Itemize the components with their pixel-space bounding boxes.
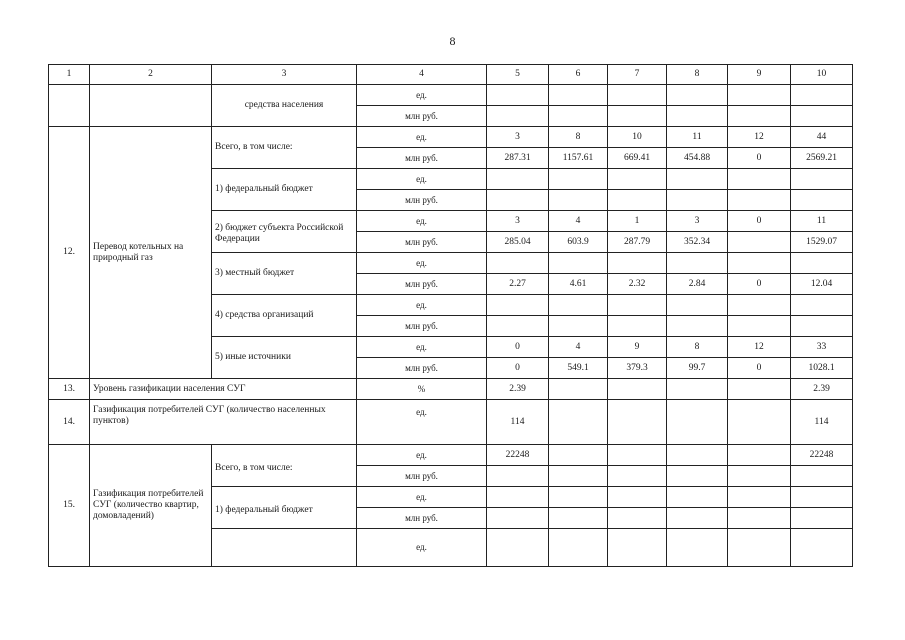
value-cell [608,445,667,466]
row-name-cell: Газификация потребителей СУГ (количество населенных пунктов) [90,400,357,445]
value-cell: 8 [549,127,608,148]
value-cell [549,190,608,211]
value-cell [667,190,728,211]
data-table [48,64,853,567]
value-cell: 0 [728,148,791,169]
value-cell [667,529,728,567]
value-cell: 454.88 [667,148,728,169]
value-cell [608,508,667,529]
value-cell [728,508,791,529]
row-number-cell: 12. [49,127,90,379]
value-cell: 1028.1 [791,358,853,379]
value-cell: 3 [487,211,549,232]
value-cell [487,487,549,508]
value-cell: 99.7 [667,358,728,379]
value-cell: 2.39 [791,379,853,400]
sub-label: 4) средства организаций [212,295,357,337]
column-header: 1 [49,65,90,85]
value-cell [549,466,608,487]
sub-label: Всего, в том числе: [212,127,357,169]
value-cell [549,106,608,127]
unit-cell: млн руб. [357,466,487,487]
value-cell [487,253,549,274]
value-cell [608,487,667,508]
value-cell: 2.39 [487,379,549,400]
value-cell [728,190,791,211]
unit-cell: ед. [357,253,487,274]
value-cell: 2.32 [608,274,667,295]
value-cell: 114 [487,400,549,445]
sub-label: 1) федеральный бюджет [212,169,357,211]
value-cell: 0 [487,358,549,379]
value-cell [728,295,791,316]
value-cell [791,508,853,529]
column-header: 6 [549,65,608,85]
value-cell: 287.31 [487,148,549,169]
value-cell [549,400,608,445]
unit-cell: ед. [357,169,487,190]
value-cell [728,445,791,466]
sub-label: 5) иные источники [212,337,357,379]
value-cell [791,85,853,106]
column-header: 10 [791,65,853,85]
value-cell: 3 [667,211,728,232]
value-cell [667,487,728,508]
row-name-cell: Перевод котельных на природный газ [90,127,212,379]
value-cell [791,295,853,316]
value-cell [728,466,791,487]
value-cell: 549.1 [549,358,608,379]
value-cell [667,379,728,400]
value-cell: 12 [728,127,791,148]
value-cell [608,529,667,567]
value-cell: 44 [791,127,853,148]
unit-cell: млн руб. [357,508,487,529]
value-cell: 287.79 [608,232,667,253]
value-cell [728,232,791,253]
value-cell [667,400,728,445]
value-cell: 1157.61 [549,148,608,169]
value-cell [487,529,549,567]
value-cell [549,445,608,466]
unit-cell: ед. [357,445,487,466]
value-cell [728,85,791,106]
header-row [49,65,853,85]
unit-cell: млн руб. [357,316,487,337]
value-cell: 114 [791,400,853,445]
unit-cell: ед. [357,400,487,445]
value-cell [608,253,667,274]
value-cell: 1529.07 [791,232,853,253]
value-cell: 8 [667,337,728,358]
value-cell [549,85,608,106]
page-number: 8 [449,34,456,48]
value-cell [667,445,728,466]
column-header: 3 [212,65,357,85]
value-cell: 669.41 [608,148,667,169]
table-row [49,445,853,466]
value-cell: 0 [728,211,791,232]
value-cell: 22248 [487,445,549,466]
table-row [49,127,853,148]
unit-cell: % [357,379,487,400]
unit-cell: млн руб. [357,358,487,379]
value-cell [791,529,853,567]
value-cell [487,466,549,487]
value-cell [791,487,853,508]
value-cell: 33 [791,337,853,358]
value-cell [549,487,608,508]
value-cell [728,316,791,337]
value-cell: 2.27 [487,274,549,295]
value-cell [608,400,667,445]
row-name-cell: Уровень газификации населения СУГ [90,379,357,400]
value-cell [608,466,667,487]
value-cell [791,466,853,487]
value-cell [608,295,667,316]
value-cell: 1 [608,211,667,232]
value-cell: 12.04 [791,274,853,295]
value-cell: 0 [487,337,549,358]
value-cell [728,253,791,274]
unit-cell: млн руб. [357,106,487,127]
value-cell [791,169,853,190]
value-cell [549,379,608,400]
unit-cell: ед. [357,211,487,232]
value-cell [608,169,667,190]
row-number-cell [49,85,90,127]
value-cell [549,529,608,567]
value-cell [487,508,549,529]
value-cell: 379.3 [608,358,667,379]
unit-cell: млн руб. [357,274,487,295]
value-cell [487,190,549,211]
sub-label [212,529,357,567]
value-cell: 11 [667,127,728,148]
value-cell: 22248 [791,445,853,466]
value-cell [728,487,791,508]
value-cell [728,529,791,567]
sub-label: 2) бюджет субъекта Российской Федерации [212,211,357,253]
value-cell: 4 [549,337,608,358]
value-cell [487,106,549,127]
column-header: 9 [728,65,791,85]
value-cell [549,253,608,274]
value-cell [608,379,667,400]
value-cell [549,169,608,190]
value-cell: 352.34 [667,232,728,253]
table-row [49,85,853,106]
value-cell [667,466,728,487]
value-cell: 2.84 [667,274,728,295]
column-header: 8 [667,65,728,85]
value-cell: 4.61 [549,274,608,295]
unit-cell: ед. [357,487,487,508]
value-cell [791,106,853,127]
value-cell [487,85,549,106]
value-cell [608,85,667,106]
value-cell [608,316,667,337]
value-cell [667,253,728,274]
value-cell [487,295,549,316]
table-row [49,400,853,445]
table-row [49,379,853,400]
value-cell [667,106,728,127]
value-cell [487,316,549,337]
sub-label: средства населения [212,85,357,127]
value-cell: 2569.21 [791,148,853,169]
value-cell: 285.04 [487,232,549,253]
row-name-cell [90,85,212,127]
value-cell [791,316,853,337]
value-cell: 603.9 [549,232,608,253]
value-cell [667,85,728,106]
value-cell: 12 [728,337,791,358]
unit-cell: ед. [357,529,487,567]
value-cell [608,106,667,127]
value-cell [791,190,853,211]
value-cell [667,295,728,316]
column-header: 7 [608,65,667,85]
value-cell: 4 [549,211,608,232]
value-cell [728,169,791,190]
value-cell [608,190,667,211]
unit-cell: ед. [357,295,487,316]
value-cell [549,508,608,529]
row-number-cell: 14. [49,400,90,445]
value-cell [667,316,728,337]
value-cell [667,508,728,529]
value-cell [728,400,791,445]
unit-cell: ед. [357,85,487,106]
value-cell [728,379,791,400]
value-cell [549,295,608,316]
value-cell: 0 [728,358,791,379]
value-cell [667,169,728,190]
sub-label: Всего, в том числе: [212,445,357,487]
value-cell: 10 [608,127,667,148]
unit-cell: млн руб. [357,232,487,253]
value-cell: 9 [608,337,667,358]
column-header: 2 [90,65,212,85]
column-header: 4 [357,65,487,85]
unit-cell: ед. [357,337,487,358]
unit-cell: ед. [357,127,487,148]
unit-cell: млн руб. [357,148,487,169]
row-number-cell: 15. [49,445,90,567]
value-cell [487,169,549,190]
sub-label: 1) федеральный бюджет [212,487,357,529]
column-header: 5 [487,65,549,85]
value-cell: 11 [791,211,853,232]
value-cell: 3 [487,127,549,148]
row-name-cell: Газификация потребителей СУГ (количество квартир, домовладений) [90,445,212,567]
unit-cell: млн руб. [357,190,487,211]
sub-label: 3) местный бюджет [212,253,357,295]
value-cell [791,253,853,274]
value-cell: 0 [728,274,791,295]
value-cell [549,316,608,337]
value-cell [728,106,791,127]
row-number-cell: 13. [49,379,90,400]
